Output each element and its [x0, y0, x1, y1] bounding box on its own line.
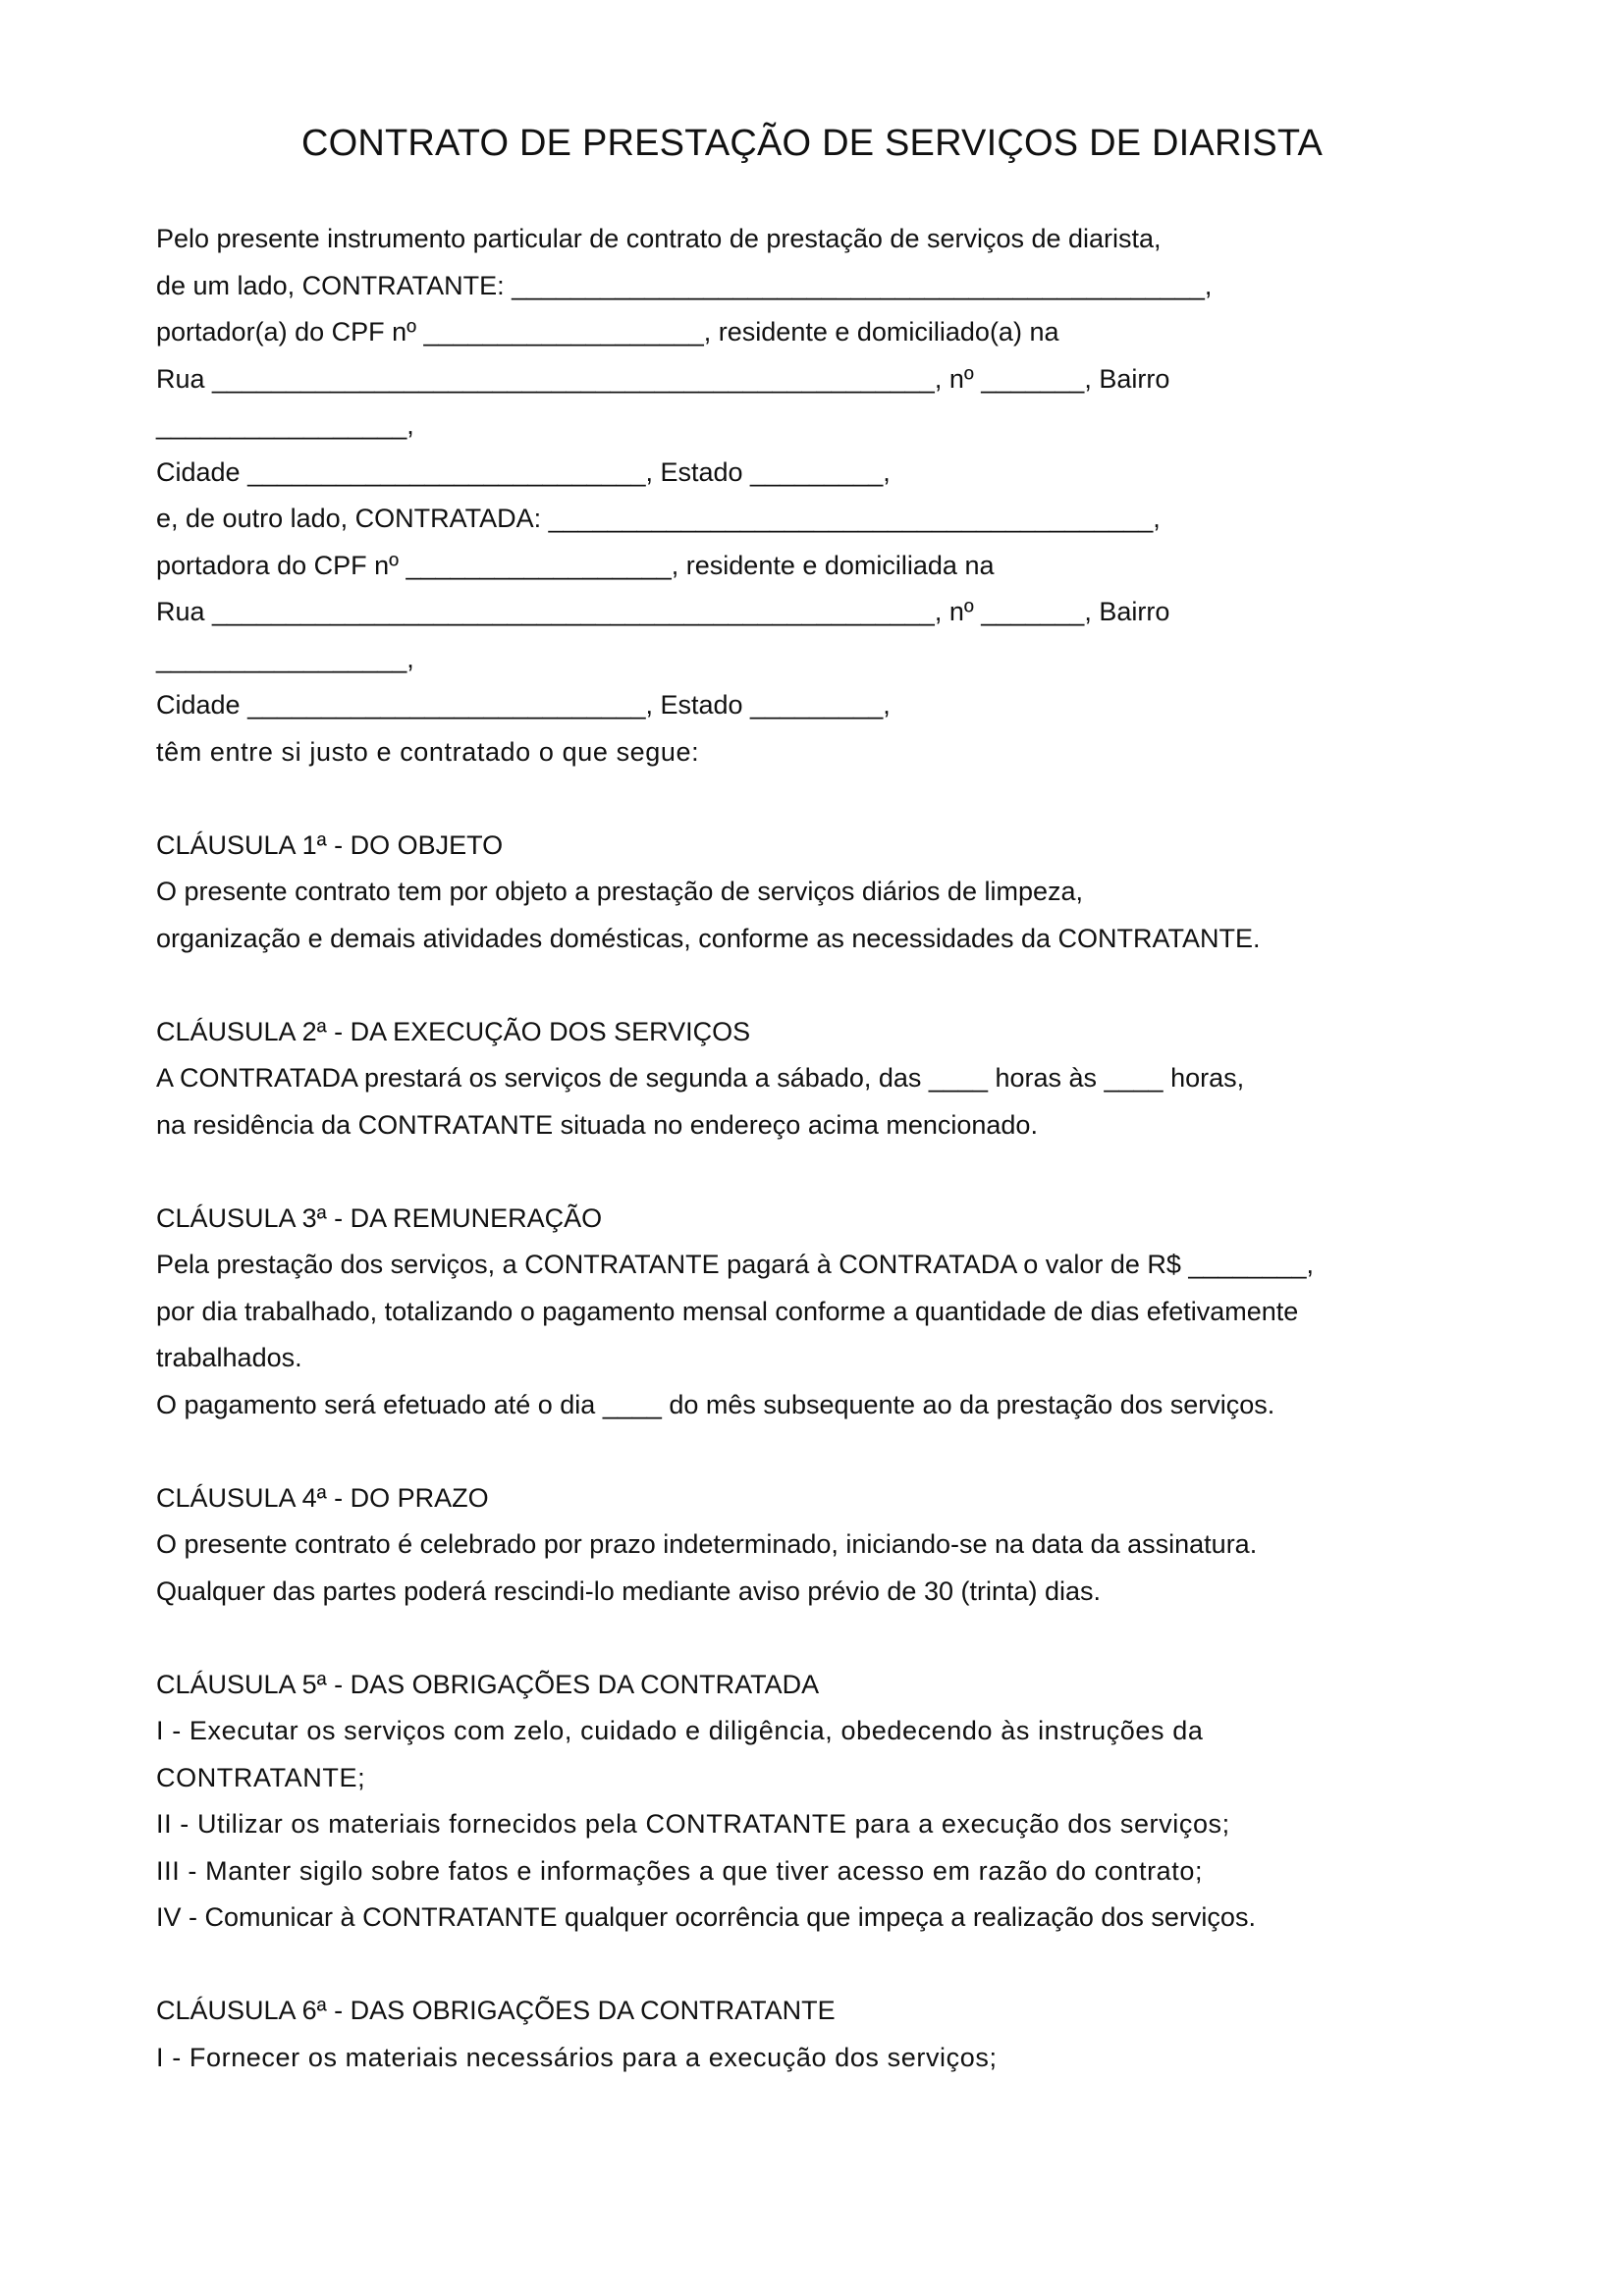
section-gap [156, 962, 1472, 1009]
document-body [156, 216, 1472, 2081]
clause-3 [156, 1196, 1472, 1429]
intro-line: Pelo presente instrumento particular de contrato de prestação de serviços de diarista, [156, 224, 1162, 253]
clause-line: III - Manter sigilo sobre fatos e informações a que tiver acesso em razão do contrato; [156, 1855, 1204, 1886]
clause-heading: CLÁUSULA 1ª - DO OBJETO [156, 829, 504, 860]
contratada-cpf-line: portadora do CPF nº __________________, residente e domiciliada na [156, 550, 995, 580]
contratada-city-line: Cidade ___________________________, Estado _________, [156, 690, 891, 720]
clause-line: organização e demais atividades domésticas, conforme as necessidades da CONTRATANTE. [156, 923, 1261, 953]
contratada-bairro-line: _________________, [156, 643, 414, 673]
clause-line: Qualquer das partes poderá rescindi-lo mediante aviso prévio de 30 (trinta) dias. [156, 1575, 1102, 1606]
clause-line: trabalhados. [156, 1343, 302, 1372]
clause-2 [156, 1009, 1472, 1149]
clause-line: IV - Comunicar à CONTRATANTE qualquer ocorrência que impeça a realização dos serviços. [156, 1902, 1256, 1932]
document-title: CONTRATO DE PRESTAÇÃO DE SERVIÇOS DE DIARISTA [300, 123, 1324, 164]
clause-heading: CLÁUSULA 6ª - DAS OBRIGAÇÕES DA CONTRATANTE [156, 1996, 836, 2025]
clause-line: I - Executar os serviços com zelo, cuidado e diligência, obedecendo às instruções da [156, 1716, 1204, 1745]
intro-section [156, 216, 1472, 775]
clause-line: Pela prestação dos serviços, a CONTRATANTE pagará à CONTRATADA o valor de R$ ________, [156, 1250, 1315, 1279]
clause-line: O pagamento será efetuado até o dia ____ do mês subsequente ao da prestação dos serviços. [156, 1389, 1275, 1419]
clause-line: por dia trabalhado, totalizando o pagamento mensal conforme a quantidade de dias efetivamente [156, 1296, 1299, 1326]
contratante-bairro-line: _________________, [156, 410, 414, 440]
section-gap [156, 1428, 1472, 1475]
contratante-city-line: Cidade ___________________________, Estado _________, [156, 456, 891, 487]
contratante-street-line: Rua _________________________________________________, nº _______, Bairro [156, 363, 1170, 394]
section-gap [156, 1615, 1472, 1662]
contratante-cpf-line: portador(a) do CPF nº ___________________, residente e domiciliado(a) na [156, 317, 1059, 347]
clause-1 [156, 823, 1472, 963]
clause-line: A CONTRATADA prestará os serviços de segunda a sábado, das ____ horas às ____ horas, [156, 1063, 1245, 1093]
clause-heading: CLÁUSULA 4ª - DO PRAZO [156, 1482, 489, 1513]
contratante-name-line: de um lado, CONTRATANTE: _______________________________________________, [156, 270, 1213, 300]
clause-line: O presente contrato tem por objeto a prestação de serviços diários de limpeza, [156, 877, 1083, 906]
clause-heading: CLÁUSULA 2ª - DA EXECUÇÃO DOS SERVIÇOS [156, 1016, 751, 1046]
contratada-street-line: Rua _________________________________________________, nº _______, Bairro [156, 597, 1170, 626]
clause-5 [156, 1662, 1472, 1942]
clause-4 [156, 1475, 1472, 1616]
clause-line: I - Fornecer os materiais necessários para a execução dos serviços; [156, 2042, 998, 2072]
clause-line: na residência da CONTRATANTE situada no endereço acima mencionado. [156, 1109, 1038, 1140]
section-gap [156, 1942, 1472, 1989]
intro-closing-line: têm entre si justo e contratado o que segue: [156, 736, 700, 767]
section-gap [156, 775, 1472, 823]
clause-heading: CLÁUSULA 3ª - DA REMUNERAÇÃO [156, 1202, 603, 1233]
clause-6 [156, 1988, 1472, 2081]
clause-line: CONTRATANTE; [156, 1762, 366, 1792]
section-gap [156, 1148, 1472, 1196]
clause-line: O presente contrato é celebrado por prazo indeterminado, iniciando-se na data da assinatura. [156, 1529, 1258, 1559]
clause-line: II - Utilizar os materiais fornecidos pela CONTRATANTE para a execução dos serviços; [156, 1809, 1230, 1839]
contratada-name-line: e, de outro lado, CONTRATADA: _________________________________________, [156, 504, 1161, 533]
clause-heading: CLÁUSULA 5ª - DAS OBRIGAÇÕES DA CONTRATADA [156, 1669, 820, 1699]
